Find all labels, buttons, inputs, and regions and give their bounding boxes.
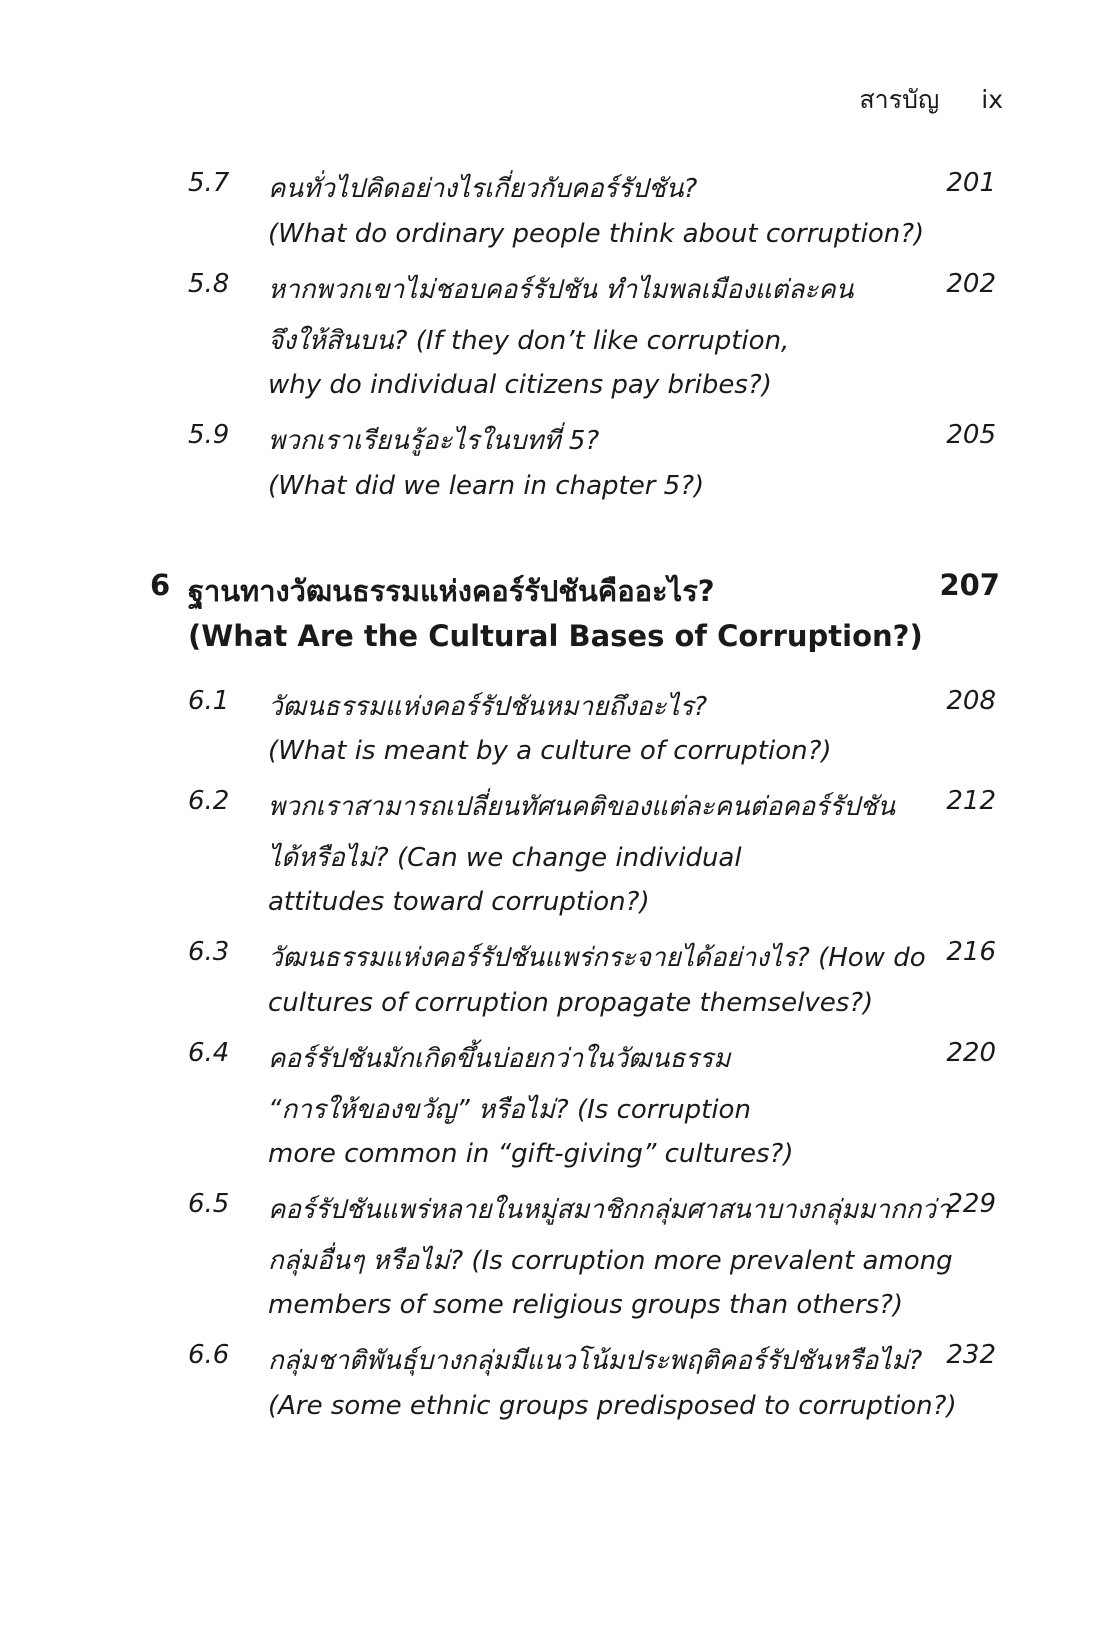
toc-entry-number: 6.1 [188, 686, 230, 716]
toc-entry-page: 216 [946, 937, 996, 967]
toc-entry-title: why do individual citizens pay bribes?) [268, 370, 772, 400]
toc-entry-title: คนทั่วไปคิดอย่างไรเกี่ยวกับคอร์รัปชัน? [268, 174, 698, 204]
toc-entry-title: (What is meant by a culture of corruption?) [268, 736, 832, 766]
toc-entry-page: 212 [946, 786, 996, 816]
toc-entry-title: หากพวกเขาไม่ชอบคอร์รัปชัน ทำไมพลเมืองแต่ละคน [268, 275, 854, 305]
toc-entry-title: คอร์รัปชันมักเกิดขึ้นบ่อยกว่าในวัฒนธรรม [268, 1044, 731, 1074]
toc-entry-title: คอร์รัปชันแพร่หลายในหมู่สมาชิกกลุ่มศาสนาบางกลุ่มมากกว่า [268, 1195, 951, 1225]
toc-entry-title: วัฒนธรรมแห่งคอร์รัปชันหมายถึงอะไร? [268, 692, 708, 722]
toc-entry-page: 201 [946, 168, 996, 198]
toc-entry-page: 229 [946, 1189, 996, 1219]
chapter-title: (What Are the Cultural Bases of Corruption?) [188, 619, 923, 653]
toc-entry-title: (Are some ethnic groups predisposed to corruption?) [268, 1391, 957, 1421]
running-head [859, 80, 1003, 120]
running-head-page-number: ix [981, 85, 1003, 114]
toc-entry-title: พวกเราเรียนรู้อะไรในบทที่ 5? [268, 426, 600, 456]
chapter-title: ฐานทางวัฒนธรรมแห่งคอร์รัปชันคืออะไร? [188, 574, 715, 608]
toc-entry-title: ได้หรือไม่? (Can we change individual [268, 843, 742, 873]
toc-entry-number: 6.5 [188, 1189, 230, 1219]
toc-entry-title: กลุ่มชาติพันธุ์บางกลุ่มมีแนวโน้มประพฤติคอร์รัปชันหรือไม่? [268, 1346, 923, 1376]
toc-entry-title: วัฒนธรรมแห่งคอร์รัปชันแพร่กระจายได้อย่างไร? (How do [268, 943, 926, 973]
toc-entry-title: “การให้ของขวัญ” หรือไม่? (Is corruption [268, 1095, 751, 1125]
toc-entry-number: 5.9 [188, 420, 230, 450]
toc-entry-title: จึงให้สินบน? (If they don’t like corruption, [268, 326, 790, 356]
toc-entry-number: 6.2 [188, 786, 230, 816]
chapter-page: 207 [939, 568, 1000, 602]
toc-entry-number: 5.8 [188, 269, 230, 299]
toc-entry-title: (What do ordinary people think about corruption?) [268, 219, 925, 249]
toc-entry-title: (What did we learn in chapter 5?) [268, 471, 705, 501]
toc-entry-title: พวกเราสามารถเปลี่ยนทัศนคติของแต่ละคนต่อคอร์รัปชัน [268, 792, 896, 822]
toc-entry-page: 208 [946, 686, 996, 716]
toc-entry-title: cultures of corruption propagate themselves?) [268, 988, 874, 1018]
toc-entry-number: 6.6 [188, 1340, 230, 1370]
toc-entry-title: attitudes toward corruption?) [268, 887, 650, 917]
toc-entry-number: 6.3 [188, 937, 230, 967]
toc-entry-number: 6.4 [188, 1038, 230, 1068]
toc-entry-page: 202 [946, 269, 996, 299]
toc-entry-title: กลุ่มอื่นๆ หรือไม่? (Is corruption more prevalent among [268, 1246, 953, 1276]
toc-entry-title: more common in “gift-giving” cultures?) [268, 1139, 794, 1169]
running-head-title: สารบัญ [859, 85, 940, 114]
chapter-number: 6 [150, 568, 171, 602]
toc-entry-title: members of some religious groups than others?) [268, 1290, 904, 1320]
toc-entry-number: 5.7 [188, 168, 230, 198]
toc-entry-page: 205 [946, 420, 996, 450]
toc-entry-page: 220 [946, 1038, 996, 1068]
toc-entry-page: 232 [946, 1340, 996, 1370]
